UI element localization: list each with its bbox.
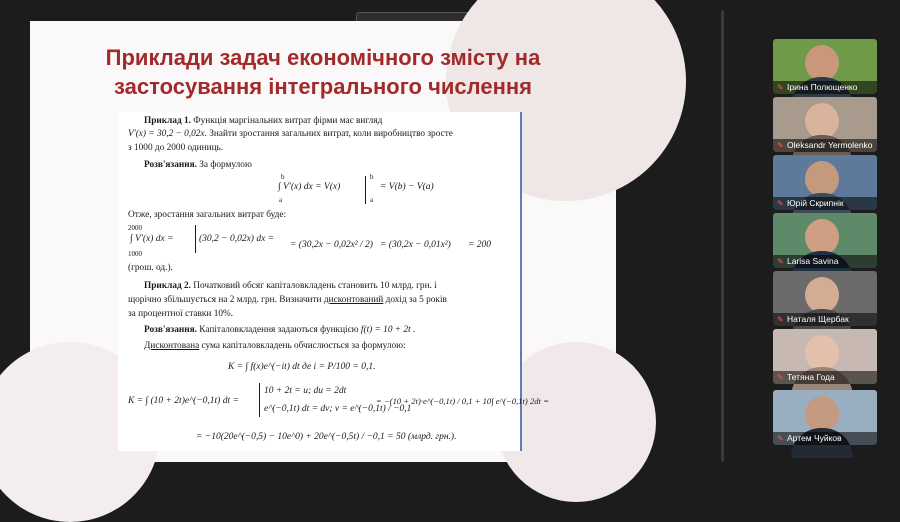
example1-text2: . Знайти зростання загальних витрат, коли виробництво зросте	[204, 129, 453, 139]
example2-line	[144, 281, 437, 291]
example2-text2: щорічно збільшується на 2 млрд. грн. Визначити	[128, 295, 324, 305]
participant-tile[interactable]	[773, 155, 877, 210]
muted-mic-icon: ✎	[777, 315, 784, 324]
muted-mic-icon: ✎	[777, 373, 784, 382]
participant-name-bar	[773, 255, 877, 268]
participant-name: Тетяна Года	[787, 372, 835, 382]
participant-tile[interactable]	[773, 271, 877, 326]
formula2-mid: (30,2 − 0,02x) dx =	[199, 234, 275, 244]
formula3: K = ∫ f(x)e^(−it) dt де i = P/100 = 0,1.	[228, 362, 376, 372]
participant-name: Oleksandr Yermolenko	[787, 140, 873, 150]
muted-mic-icon: ✎	[777, 257, 784, 266]
solution2-line	[144, 325, 415, 335]
participant-tile[interactable]	[773, 97, 877, 152]
formula4-subst1: 10 + 2t = u; du = 2dt	[264, 386, 347, 396]
participant-name: Юрій Скрипнік	[787, 198, 844, 208]
participant-video	[805, 45, 839, 81]
example1-label: Приклад 1.	[144, 116, 191, 126]
formula4-bracket	[259, 383, 260, 417]
slide-title-line2: застосування інтегрального числення	[114, 74, 532, 99]
participant-name: Артем Чуйков	[787, 433, 842, 443]
marginal-cost-formula: V′(x) = 30,2 − 0,02x	[128, 129, 205, 139]
participant-video	[805, 161, 839, 197]
example2-discounted-word: дисконтований	[323, 295, 384, 305]
participant-tile[interactable]	[773, 390, 877, 445]
shared-screen-slide	[30, 21, 616, 462]
formula1-left: ∫ V′(x) dx = V(x)	[278, 182, 341, 192]
participant-name: Наталя Щербак	[787, 314, 849, 324]
slide-title-line1: Приклади задач економічного змісту на	[105, 45, 541, 70]
example1-line	[144, 116, 382, 126]
participant-name-bar	[773, 81, 877, 94]
example2-line2	[128, 295, 447, 305]
muted-mic-icon: ✎	[777, 141, 784, 150]
discount-line	[144, 341, 406, 351]
participant-name: Larisa Savina	[787, 256, 839, 266]
example1-line2	[128, 129, 453, 139]
formula2-lower: 1000	[128, 250, 142, 258]
solution2-label: Розв'язання.	[144, 325, 197, 335]
solution2-text: Капіталовкладення задаються функцією	[196, 325, 361, 335]
solution1-text: За формулою	[196, 160, 252, 170]
formula5: = −10(20e^(−0,5) − 10e^0) + 20e^(−0,5t) / −0,1 = 50 (млрд. грн.).	[196, 432, 457, 442]
muted-mic-icon: ✎	[777, 199, 784, 208]
formula1-bar-upper: b	[370, 173, 374, 181]
example2-line3: за процентної ставки 10%.	[128, 309, 234, 319]
example1-text: Функція маргінальних витрат фірми має вигляд	[190, 116, 383, 126]
formula1-bar	[365, 176, 366, 204]
participant-tile[interactable]	[773, 213, 877, 268]
muted-mic-icon: ✎	[777, 434, 784, 443]
formula2-integral: ∫ V′(x) dx =	[130, 234, 174, 244]
formula2-eq2: = (30,2x − 0,01x²)	[380, 240, 451, 250]
formula1-lower: a	[279, 196, 283, 204]
participant-video	[805, 335, 839, 371]
formula2-bar	[195, 225, 196, 253]
solution1-line	[144, 160, 252, 170]
growth-text: Отже, зростання загальних витрат буде:	[128, 210, 287, 220]
panel-divider[interactable]	[721, 10, 724, 462]
investment-function: f(t) = 10 + 2t .	[360, 325, 416, 335]
solution1-label: Розв'язання.	[144, 160, 197, 170]
textbook-page	[118, 112, 549, 451]
slide-title	[30, 43, 616, 101]
formula1-right: = V(b) − V(a)	[380, 182, 434, 192]
formula1-upper: b	[281, 173, 285, 181]
formula2-result: = 200	[468, 240, 492, 250]
participant-video	[805, 219, 839, 255]
example1-line3: з 1000 до 2000 одиниць.	[128, 143, 224, 153]
formula2-upper: 2000	[128, 224, 142, 232]
discounted-word: Дисконтована	[144, 341, 200, 351]
participant-video	[805, 277, 839, 313]
example2-text: Початковий обсяг капіталовкладень становить 10 млрд. грн. і	[190, 281, 437, 291]
participant-name-bar	[773, 371, 877, 384]
participant-name-bar	[773, 313, 877, 326]
participant-name: Ірина Полющенко	[787, 82, 858, 92]
formula4-subst2: e^(−0,1t) dt = dv; v = e^(−0,1t) / −0,1	[264, 404, 412, 414]
formula4-left: K = ∫ (10 + 2t)e^(−0,1t) dt =	[128, 396, 239, 406]
participant-video	[805, 396, 839, 432]
participant-name-bar	[773, 197, 877, 210]
discount-text: сума капіталовкладень обчислюється за формулою:	[199, 341, 406, 351]
formula1-bar-lower: a	[370, 196, 374, 204]
example2-text2b: дохід за 5 років	[383, 295, 447, 305]
participant-name-bar	[773, 139, 877, 152]
muted-mic-icon: ✎	[777, 83, 784, 92]
formula4-result: = −(10 + 2t)·e^(−0,1t) / 0,1 + 10∫ e^(−0,1t) 2dt =	[376, 396, 549, 406]
participant-name-bar	[773, 432, 877, 445]
currency-note: (грош. од.).	[128, 263, 173, 273]
formula2-eq: = (30,2x − 0,02x² / 2)	[290, 240, 373, 250]
participant-tile[interactable]	[773, 39, 877, 94]
participant-video	[805, 103, 839, 139]
participant-tile[interactable]	[773, 329, 877, 384]
example2-label: Приклад 2.	[144, 281, 191, 291]
